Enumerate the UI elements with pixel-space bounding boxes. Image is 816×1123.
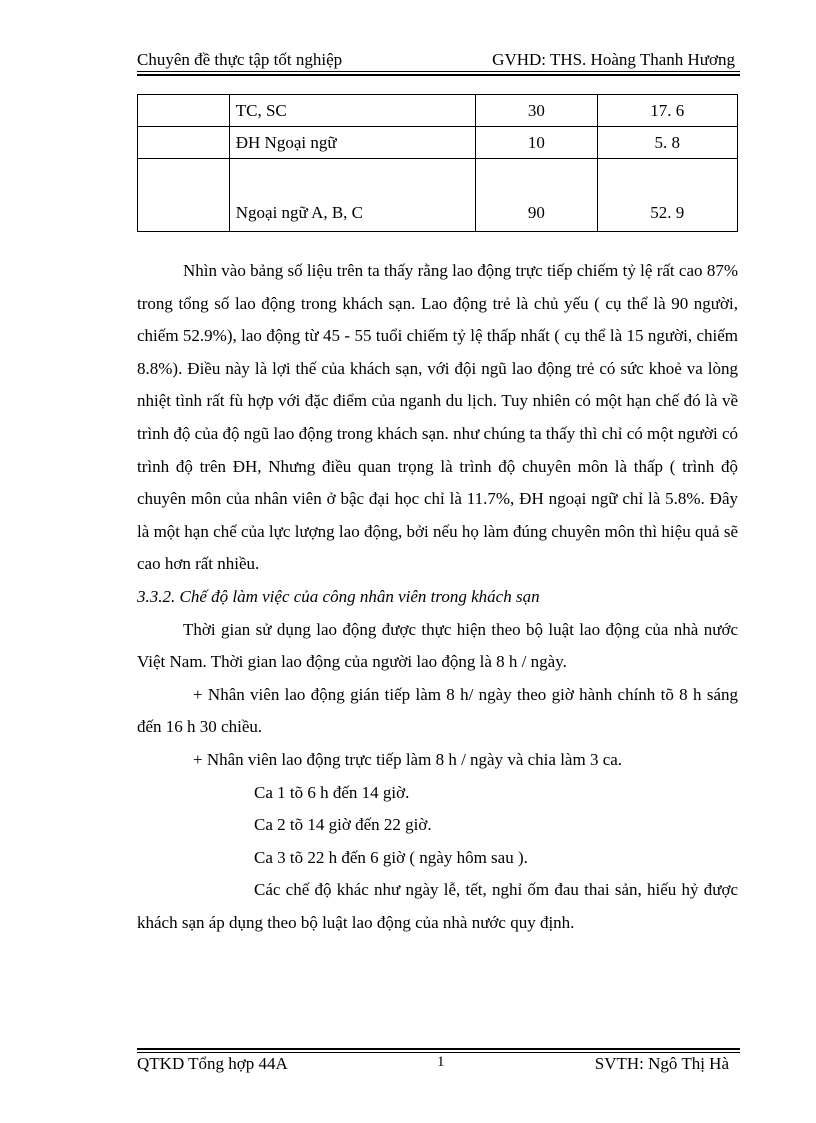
header-advisor: GVHD: THS. Hoàng Thanh Hương — [492, 50, 735, 69]
shift-2: Ca 2 tõ 14 giờ đến 22 giờ. — [254, 815, 432, 835]
header-title: Chuyên đề thực tập tốt nghiệp — [137, 50, 343, 69]
table-cell-label: TC, SC — [229, 95, 475, 127]
table-cell-empty — [138, 159, 230, 232]
table-cell-count: 30 — [476, 95, 598, 127]
staff-table — [137, 94, 738, 232]
header-rule-thick — [137, 74, 740, 76]
table-cell-count: 90 — [476, 159, 598, 232]
page-header — [137, 50, 737, 72]
shift-1: Ca 1 tõ 6 h đến 14 giờ. — [254, 782, 410, 802]
table-cell-percent: 17. 6 — [597, 95, 737, 127]
section-heading: 3.3.2. Chế độ làm việc của công nhân viên trong khách sạn — [137, 586, 540, 606]
table-cell-label: Ngoại ngữ A, B, C — [229, 159, 475, 232]
page-footer — [137, 1054, 737, 1078]
paragraph-indirect-staff: + Nhân viên lao động gián tiếp làm 8 h/ ngày theo giờ hành chính tõ 8 h sáng đến 16 h 30 chiều. — [137, 684, 738, 737]
table-cell-percent: 5. 8 — [597, 127, 737, 159]
header-rule — [137, 71, 740, 72]
table-cell-empty — [138, 127, 230, 159]
paragraph-other-regimes: Các chế độ khác như ngày lễ, tết, nghỉ ốm đau thai sản, hiếu hỷ được khách sạn áp dụng theo bộ luật lao động của nhà nước quy định. — [137, 880, 738, 932]
paragraph-working-time: Thời gian sử dụng lao động được thực hiện theo bộ luật lao động của nhà nước Việt Nam. Thời gian lao động của người lao động là 8 h / ngày. — [137, 619, 738, 672]
footer-rule-thick — [137, 1048, 740, 1050]
footer-rule — [137, 1052, 740, 1053]
footer-class: QTKD Tổng hợp 44A — [137, 1054, 288, 1073]
body-text — [137, 255, 738, 939]
footer-student: SVTH: Ngô Thị Hà — [594, 1054, 729, 1073]
table-row — [138, 127, 738, 159]
page-number: 1 — [437, 1054, 445, 1070]
table-row — [138, 95, 738, 127]
table-cell-count: 10 — [476, 127, 598, 159]
shift-3: Ca 3 tõ 22 h đến 6 giờ ( ngày hôm sau ). — [254, 847, 528, 867]
table-row — [138, 159, 738, 232]
table-cell-label: ĐH Ngoại ngữ — [229, 127, 475, 159]
paragraph-analysis: Nhìn vào bảng số liệu trên ta thấy rằng lao động trực tiếp chiếm tỷ lệ rất cao 87% trong tổng số lao động trong khách sạn. Lao động trẻ là chủ yếu ( cụ thể là 90 người, chiếm 52.9%), lao động từ 45 - 55 tuổi chiếm tỷ lệ thấp nhất ( cụ thể là 15 người, chiếm 8.8%). Điều này là lợi thế của khách sạn, với đội ngũ lao động trẻ có sức khoẻ va lòng nhiệt tình rất fù hợp với đặc điểm của nganh du lịch. Tuy nhiên có một hạn chế đó là về trình độ của độ ngũ lao động trong khách sạn. như chúng ta thấy thì chỉ có một người có trình độ trên ĐH, Nhưng điều quan trọng là trình độ chuyên môn là thấp ( trình độ chuyên môn của nhân viên ở bậc đại học chỉ là 11.7%, ĐH ngoại ngữ chỉ là 5.8%. Đây là một hạn chế của lực lượng lao động, bởi nếu họ làm đúng chuyên môn thì hiệu quả sẽ cao hơn rất nhiều. — [137, 261, 738, 574]
table-cell-percent: 52. 9 — [597, 159, 737, 232]
table-cell-empty — [138, 95, 230, 127]
paragraph-direct-staff: + Nhân viên lao động trực tiếp làm 8 h / ngày và chia làm 3 ca. — [193, 749, 623, 769]
